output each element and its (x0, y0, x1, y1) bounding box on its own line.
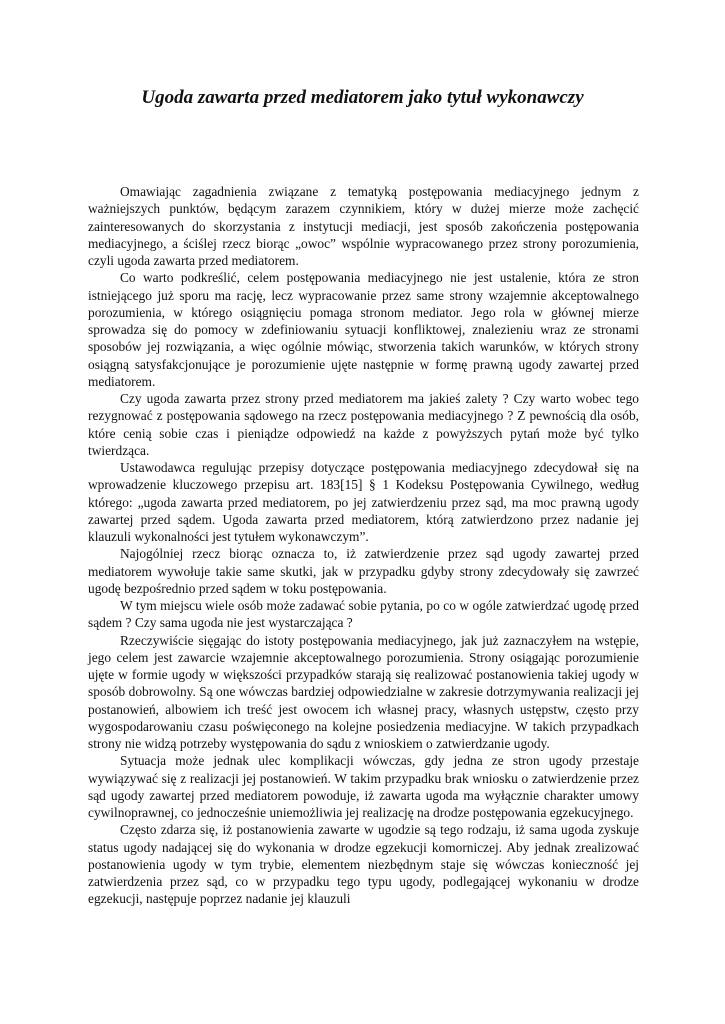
paragraph-2: Co warto podkreślić, celem postępowania mediacyjnego nie jest ustalenie, która ze stron istniejącego już sporu ma rację, lecz wypracowanie przez same strony wzajemnie akceptowalnego porozumienia, w którego osiągnięciu pomaga stronom mediator. Jego rola w głównej mierze sprowadza się do pomocy w zdefiniowaniu sytuacji konfliktowej, znalezieniu wraz ze stronami sposobów jej rozwiązania, a więc ogólnie mówiąc, stworzenia takich warunków, w których strony osiągną satysfakcjonujące je porozumienie ujęte następnie w formę prawną ugody zawartej przed mediatorem. (88, 270, 639, 389)
paragraph-9: Często zdarza się, iż postanowienia zawarte w ugodzie są tego rodzaju, iż sama ugoda zyskuje status ugody nadającej się do wykonania w drodze egzekucji komorniczej. Aby jednak zrealizować postanowienia ugody w tym trybie, elementem niezbędnym staje się wówczas konieczność jej zatwierdzenia przez sąd, co w przypadku tego typu ugody, podlegającej wykonaniu w drodze egzekucji, następuje poprzez nadanie jej klauzuli (88, 822, 639, 907)
paragraph-4: Ustawodawca regulując przepisy dotyczące postępowania mediacyjnego zdecydował się na wprowadzenie kluczowego przepisu art. 183[15] § 1 Kodeksu Postępowania Cywilnego, według którego: „ugoda zawarta przed mediatorem, po jej zatwierdzeniu przez sąd, ma moc prawną ugody zawartej przed sądem. Ugoda zawarta przed mediatorem, którą zatwierdzono przez nadanie jej klauzuli wykonalności jest tytułem wykonawczym”. (88, 460, 639, 544)
paragraph-6: W tym miejscu wiele osób może zadawać sobie pytania, po co w ogóle zatwierdzać ugodę przed sądem ? Czy sama ugoda nie jest wystarczająca ? (88, 598, 639, 631)
paragraph-7: Rzeczywiście sięgając do istoty postępowania mediacyjnego, jak już zaznaczyłem na wstępie, jego celem jest zawarcie wzajemnie akceptowalnego porozumienia. Strony osiągając porozumienie ujęte w formie ugody w większości przypadków starają się realizować postanowienia takiej ugody w sposób dobrowolny. Są one wówczas bardziej odpowiedzialne w zakresie dotrzymywania realizacji jej postanowień, albowiem ich treść jest owocem ich własnej pracy, własnych ustępstw, często przy wygospodarowaniu czasu poświęconego na kolejne posiedzenia mediacyjne. W takich przypadkach strony nie widzą potrzeby występowania do sądu z wnioskiem o zatwierdzanie ugody. (88, 632, 639, 751)
document-title: Ugoda zawarta przed mediatorem jako tytuł wykonawczy (141, 87, 584, 108)
paragraph-5: Najogólniej rzecz biorąc oznacza to, iż zatwierdzenie przez sąd ugody zawartej przed mediatorem wywołuje takie same skutki, jak w przypadku gdyby strony zdecydowały się zawrzeć ugodę bezpośrednio przed sądem w toku postępowania. (88, 546, 639, 596)
paragraph-8: Sytuacja może jednak ulec komplikacji wówczas, gdy jedna ze stron ugody przestaje wywiązywać się z realizacji jej postanowień. W takim przypadku brak wniosku o zatwierdzenie przez sąd ugody zawartej przed mediatorem powoduje, iż zawarta ugoda ma wyłącznie charakter umowy cywilnoprawnej, co jednocześnie uniemożliwia jej realizację na drodze postępowania egzekucyjnego. (88, 753, 639, 820)
document-body (88, 183, 639, 908)
paragraph-1: Omawiając zagadnienia związane z tematyką postępowania mediacyjnego jednym z ważniejszych punktów, będącym zarazem czynnikiem, który w dużej mierze może zachęcić zainteresowanych do skorzystania z instytucji mediacji, jest sposób zakończenia postępowania mediacyjnego, a ściślej rzecz biorąc „owoc” wspólnie wypracowanego przez strony porozumienia, czyli ugoda zawarta przed mediatorem. (88, 184, 639, 268)
paragraph-3: Czy ugoda zawarta przez strony przed mediatorem ma jakieś zalety ? Czy warto wobec tego rezygnować z postępowania sądowego na rzecz postępowania mediacyjnego ? Z pewnością dla osób, które cenią sobie czas i pieniądze odpowiedź na każde z powyższych pytań może być tylko twierdząca. (88, 391, 639, 458)
